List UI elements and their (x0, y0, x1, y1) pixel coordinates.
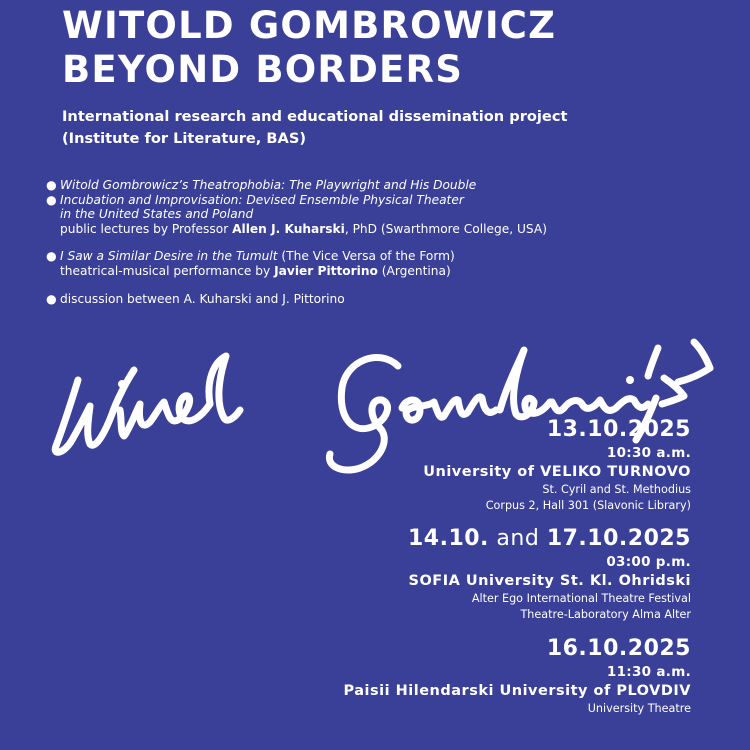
event-venue: Paisii Hilendarski University of PLOVDIV (343, 683, 691, 699)
poster-title (62, 4, 556, 92)
event-date-start: 14.10. (407, 526, 489, 551)
lecture-title-2a: Incubation and Improvisation: Devised Ensemble Physical Theater (60, 192, 464, 207)
discussion-text: discussion between A. Kuharski and J. Pittorino (60, 291, 345, 306)
event-date (271, 525, 691, 553)
lecture-desc-prefix: public lectures by Professor (60, 221, 233, 236)
event-plovdiv (271, 635, 691, 717)
event-detail: Theatre-Laboratory Alma Alter (520, 608, 691, 621)
lecture-title-2b: in the United States and Poland (60, 207, 254, 222)
title-line-1: WITOLD GOMBROWICZ (62, 4, 557, 47)
performance-description (46, 264, 726, 279)
event-time: 03:00 p.m. (606, 554, 691, 570)
bullet-dot-icon: ● (46, 291, 57, 306)
bullet-dot-icon: ● (46, 192, 57, 207)
lecture-description (46, 222, 726, 237)
event-date-and: and (488, 526, 547, 551)
bullet-dot-icon: ● (46, 178, 57, 192)
list-item (46, 249, 726, 264)
program-list (46, 178, 726, 306)
event-date: 16.10.2025 (546, 636, 691, 661)
title-line-2: BEYOND BORDERS (62, 48, 464, 91)
event-time: 10:30 a.m. (606, 445, 691, 461)
event-venue: SOFIA University St. Kl. Ohridski (408, 573, 691, 589)
subtitle-line-2: (Institute for Literature, BAS) (62, 130, 307, 147)
event-detail: Corpus 2, Hall 301 (Slavonic Library) (485, 499, 691, 512)
event-detail: Alter Ego International Theatre Festival (471, 592, 691, 605)
list-item (46, 193, 726, 208)
subtitle-line-1: International research and educational dissemination project (62, 108, 568, 125)
events-schedule (271, 416, 691, 717)
lecture-title-1: Witold Gombrowicz’s Theatrophobia: The Playwright and His Double (60, 178, 477, 192)
performance-desc-suffix: (Argentina) (377, 263, 451, 278)
event-sofia (271, 525, 691, 623)
list-item (46, 292, 726, 307)
project-subtitle (62, 106, 567, 150)
lecture-desc-suffix: , PhD (Swarthmore College, USA) (344, 221, 547, 236)
lecture-speaker: Allen J. Kuharski (232, 221, 345, 236)
event-date: 13.10.2025 (546, 417, 691, 442)
event-detail: University Theatre (587, 702, 691, 715)
bullet-dot-icon: ● (46, 249, 57, 264)
event-detail: St. Cyril and St. Methodius (542, 483, 691, 496)
list-item (46, 178, 726, 193)
performance-title: I Saw a Similar Desire in the Tumult (60, 249, 278, 264)
event-date-end: 17.10.2025 (546, 526, 691, 551)
performance-desc-prefix: theatrical-musical performance by (60, 263, 275, 278)
event-venue: University of VELIKO TURNOVO (423, 464, 691, 480)
event-time: 11:30 a.m. (606, 664, 691, 680)
performance-artist: Javier Pittorino (274, 263, 378, 278)
event-veliko-turnovo (271, 416, 691, 514)
performance-subtitle: (The Vice Versa of the Form) (277, 249, 455, 264)
